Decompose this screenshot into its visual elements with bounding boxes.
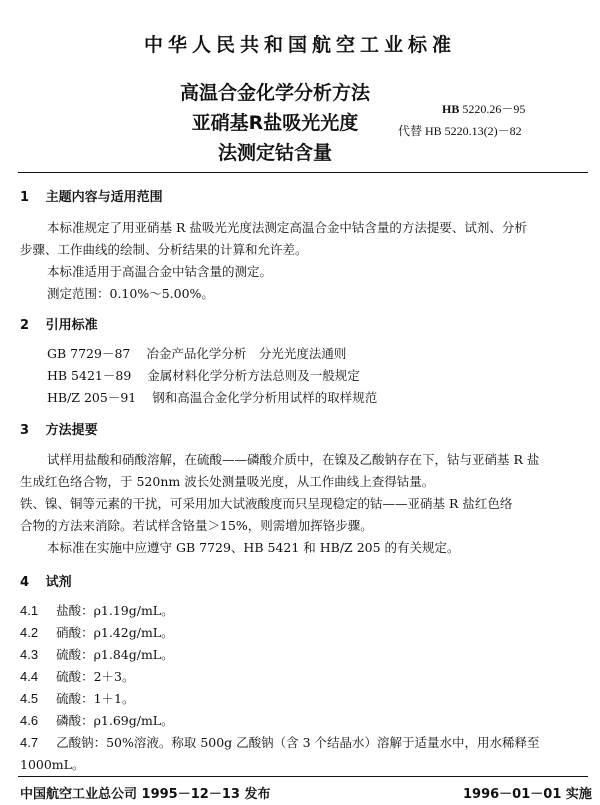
section-number: 3 <box>20 423 30 438</box>
reference-item <box>47 388 377 406</box>
replaced-label: 代替 <box>398 124 423 138</box>
item-text: 磷酸：ρ1.69g/mL。 <box>56 713 174 728</box>
item-number: 4.4 <box>20 669 39 684</box>
item-text: 硝酸：ρ1.42g/mL。 <box>56 625 174 640</box>
item-number: 4.1 <box>20 603 39 618</box>
section-number: 2 <box>20 318 30 333</box>
reference-code: HB/Z 205－91 <box>47 390 137 405</box>
reference-name: 钢和高温合金化学分析用试样的取样规范 <box>152 390 378 405</box>
footer-divider <box>18 776 588 777</box>
reagent-item <box>20 689 134 707</box>
reagent-item <box>20 601 174 619</box>
implementation-label: 实施 <box>565 787 592 802</box>
item-text: 硫酸：2＋3。 <box>56 669 135 684</box>
paragraph-line: 测定范围：0.10%～5.00%。 <box>47 286 214 301</box>
reagent-item <box>20 645 174 663</box>
paragraph-line: 本标准规定了用亚硝基 R 盐吸光光度法测定高温合金中钴含量的方法提要、试剂、分析 <box>47 220 527 235</box>
reference-code: GB 7729－87 <box>47 346 131 361</box>
title-divider <box>18 172 588 173</box>
document-title-line-1: 高温合金化学分析方法 <box>179 82 370 104</box>
item-text: 硫酸：ρ1.84g/mL。 <box>56 647 174 662</box>
reagent-item <box>20 711 174 729</box>
implementation-date: 1996－01－01 <box>463 787 562 802</box>
replaced-standard <box>398 122 522 139</box>
section-2-heading <box>20 314 98 333</box>
standard-code: 5220.26－95 <box>462 102 526 116</box>
reference-code: HB 5421－89 <box>47 368 132 383</box>
section-4-heading <box>20 571 72 590</box>
standard-category-header: 中华人民共和国航空工业标准 <box>143 34 456 56</box>
item-text: 硫酸：1＋1。 <box>56 691 135 706</box>
issuer: 中国航空工业总公司 <box>20 787 138 802</box>
standard-number <box>442 100 525 117</box>
reagent-item <box>20 623 174 641</box>
reference-name: 冶金产品化学分析 分光光度法通则 <box>146 346 347 361</box>
section-1-heading <box>20 186 163 205</box>
issue-info <box>20 783 270 802</box>
section-title: 方法提要 <box>45 423 98 438</box>
item-text: 盐酸：ρ1.19g/mL。 <box>56 603 174 618</box>
section-title: 主题内容与适用范围 <box>45 190 163 205</box>
paragraph-line: 试样用盐酸和硝酸溶解，在硫酸——磷酸介质中，在镍及乙酸钠存在下，钴与亚硝基 R 盐 <box>47 452 540 467</box>
reagent-item <box>20 733 540 751</box>
paragraph-line: 本标准适用于高温合金中钴含量的测定。 <box>47 264 273 279</box>
reagent-item <box>20 667 134 685</box>
paragraph-line: 生成红色络合物，于 520nm 波长处测量吸光度，从工作曲线上查得钴量。 <box>20 474 435 489</box>
section-number: 1 <box>20 190 30 205</box>
item-number: 4.5 <box>20 691 39 706</box>
document-title-line-2: 亚硝基R盐吸光光度 <box>191 112 359 134</box>
paragraph-line: 合物的方法来消除。若试样含铬量＞15%，则需增加挥铬步骤。 <box>20 518 373 533</box>
section-title: 引用标准 <box>45 318 98 333</box>
reference-name: 金属材料化学分析方法总则及一般规定 <box>147 368 360 383</box>
standard-prefix: HB <box>442 102 460 116</box>
document-title-line-3: 法测定钴含量 <box>217 142 332 164</box>
paragraph-line: 本标准在实施中应遵守 GB 7729、HB 5421 和 HB/Z 205 的有关规定。 <box>47 540 460 555</box>
item-number: 4.3 <box>20 647 39 662</box>
reagent-item-continuation: 1000mL。 <box>20 757 85 772</box>
item-text: 乙酸钠：50%溶液。称取 500g 乙酸钠（含 3 个结晶水）溶解于适量水中，用水稀释至 <box>56 735 540 750</box>
replaced-code: HB 5220.13(2)－82 <box>425 124 522 138</box>
section-title: 试剂 <box>45 575 72 590</box>
item-number: 4.2 <box>20 625 39 640</box>
section-number: 4 <box>20 575 30 590</box>
item-number: 4.7 <box>20 735 39 750</box>
reference-item <box>47 344 346 362</box>
paragraph-line: 铁、镍、铜等元素的干扰，可采用加大试液酸度而只呈现稳定的钴——亚硝基 R 盐红色络 <box>20 496 513 511</box>
implementation-info <box>463 783 592 802</box>
issue-label: 发布 <box>244 787 271 802</box>
item-number: 4.6 <box>20 713 39 728</box>
reference-item <box>47 366 360 384</box>
section-3-heading <box>20 419 98 438</box>
issue-date: 1995－12－13 <box>141 787 240 802</box>
paragraph-line: 步骤、工作曲线的绘制、分析结果的计算和允许差。 <box>20 242 308 257</box>
